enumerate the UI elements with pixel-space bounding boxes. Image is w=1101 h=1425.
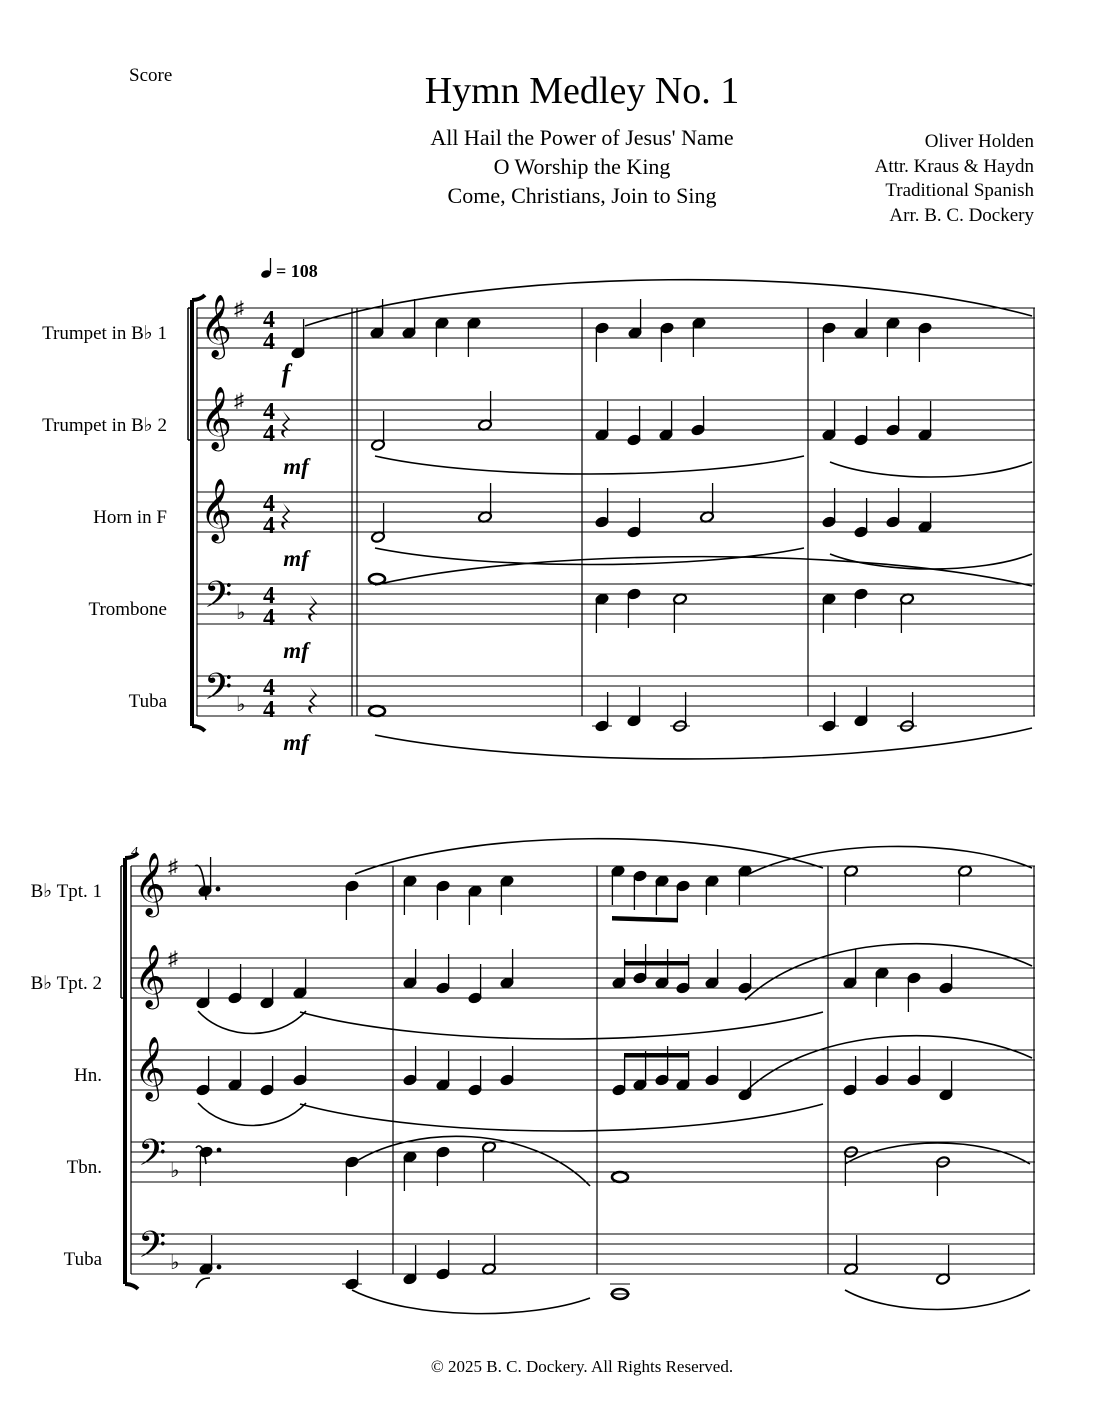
sharp-icon: ♯ — [168, 856, 178, 878]
dynamic-marking: mf — [283, 454, 309, 479]
instrument-label: Trombone — [88, 599, 167, 620]
tradition-credit: Traditional Spanish — [885, 180, 1034, 201]
sharp-icon: ♯ — [234, 298, 244, 320]
slur — [300, 1012, 823, 1039]
copyright-notice: © 2025 B. C. Dockery. All Rights Reserved. — [430, 1357, 734, 1376]
slur — [745, 1036, 1032, 1092]
sharp-icon: ♯ — [234, 390, 244, 412]
subtitle-2: O Worship the King — [493, 154, 671, 179]
bass-clef-icon: 𝄢 — [138, 1225, 167, 1274]
subtitle-3: Come, Christians, Join to Sing — [447, 183, 717, 208]
whole-note — [369, 706, 385, 716]
instrument-label: B♭ Tpt. 1 — [30, 881, 102, 902]
tempo-value: = 108 — [276, 261, 318, 281]
svg-text:4: 4 — [263, 329, 275, 355]
svg-text:4: 4 — [263, 399, 275, 425]
instrument-label: Tbn. — [66, 1157, 102, 1178]
slur — [352, 1290, 590, 1314]
quarter-rest — [281, 503, 290, 530]
subtitle-1: All Hail the Power of Jesus' Name — [430, 125, 734, 150]
augmentation-dot — [217, 1265, 222, 1270]
svg-text:4: 4 — [263, 697, 275, 723]
flat-icon: ♭ — [170, 1252, 180, 1274]
svg-text:4: 4 — [263, 513, 275, 539]
beam — [624, 961, 689, 966]
treble-clef-icon: 𝄞 — [134, 1038, 166, 1098]
attribution-credit: Attr. Kraus & Haydn — [874, 156, 1034, 177]
treble-clef-icon: 𝄞 — [200, 388, 232, 448]
flat-icon: ♭ — [236, 602, 246, 624]
svg-text:4: 4 — [263, 605, 275, 631]
quarter-rest — [281, 411, 290, 438]
instrument-label: Tuba — [63, 1249, 102, 1270]
score-label: Score — [129, 65, 173, 86]
svg-text:4: 4 — [263, 675, 275, 701]
instrument-label: Hn. — [74, 1065, 102, 1086]
treble-clef-icon: 𝄞 — [134, 946, 166, 1006]
treble-clef-icon: 𝄞 — [200, 296, 232, 356]
svg-text:4: 4 — [263, 307, 275, 333]
slur — [198, 1011, 306, 1034]
quarter-rest — [308, 595, 317, 622]
beam — [624, 1053, 689, 1058]
tempo-marking — [260, 258, 318, 281]
quarter-rest — [308, 687, 317, 714]
sharp-icon: ♯ — [168, 948, 178, 970]
beam — [612, 916, 678, 923]
arranger-credit: Arr. B. C. Dockery — [889, 205, 1034, 226]
dynamic-marking: mf — [283, 546, 309, 571]
slur — [845, 1290, 1030, 1310]
slur — [198, 1103, 306, 1126]
dynamic-marking: f — [281, 359, 291, 388]
whole-note — [612, 1172, 628, 1182]
svg-text:4: 4 — [263, 491, 275, 517]
treble-clef-icon: 𝄞 — [200, 480, 232, 540]
measure-number: 4 — [131, 845, 138, 860]
dynamic-marking: mf — [283, 730, 309, 755]
dynamic-marking: mf — [283, 638, 309, 663]
slur — [375, 456, 804, 474]
augmentation-dot — [216, 887, 221, 892]
bass-clef-icon: 𝄢 — [138, 1133, 167, 1182]
augmentation-dot — [217, 1148, 222, 1153]
treble-clef-icon: 𝄞 — [134, 854, 166, 914]
slur — [300, 1104, 823, 1131]
svg-text:4: 4 — [263, 421, 275, 447]
music-notation — [121, 280, 1035, 1314]
slur — [196, 1278, 210, 1288]
slur — [355, 839, 823, 874]
bass-clef-icon: 𝄢 — [204, 575, 233, 624]
bass-clef-icon: 𝄢 — [204, 667, 233, 716]
instrument-label: Trumpet in B♭ 1 — [42, 323, 167, 344]
flat-icon: ♭ — [170, 1160, 180, 1182]
slur — [375, 728, 1032, 759]
flat-icon: ♭ — [236, 694, 246, 716]
time-signatures — [263, 307, 275, 723]
instrument-label: Trumpet in B♭ 2 — [42, 415, 167, 436]
instrument-label: Horn in F — [93, 507, 167, 528]
slur — [830, 462, 1032, 477]
slur — [352, 1136, 590, 1186]
instrument-label: B♭ Tpt. 2 — [30, 973, 102, 994]
instrument-label: Tuba — [128, 691, 167, 712]
title: Hymn Medley No. 1 — [424, 70, 740, 112]
svg-text:4: 4 — [263, 583, 275, 609]
slur — [745, 846, 1032, 876]
composer-credit: Oliver Holden — [924, 131, 1034, 152]
